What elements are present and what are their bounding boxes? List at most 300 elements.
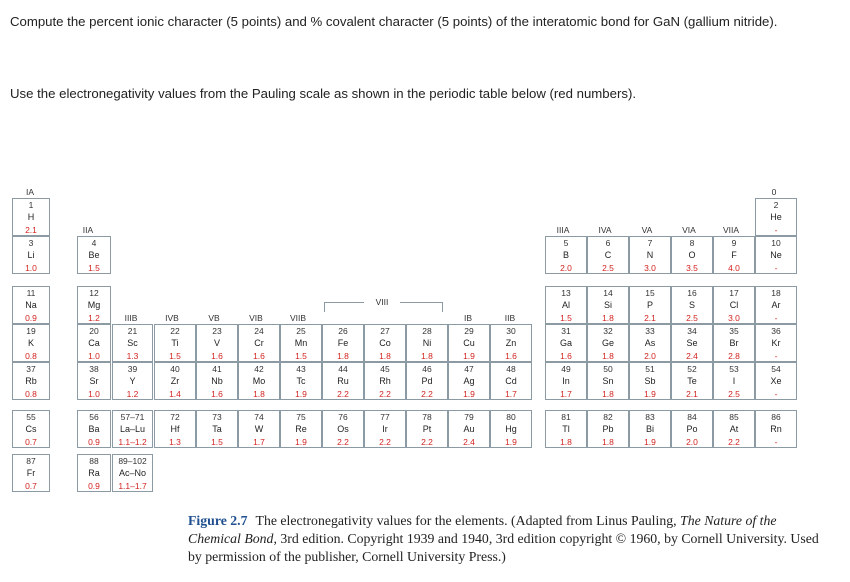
electronegativity-value: 0.9 — [88, 437, 100, 447]
element-symbol: Ba — [88, 424, 100, 434]
element-cell-ca — [77, 324, 111, 362]
atomic-number: 50 — [603, 364, 613, 374]
element-cell-rn — [755, 410, 797, 448]
element-cell-sb — [629, 362, 671, 400]
atomic-number: 2 — [773, 200, 779, 210]
element-cell-br — [713, 324, 755, 362]
electronegativity-value: 2.5 — [602, 263, 614, 273]
atomic-number: 55 — [26, 412, 36, 422]
electronegativity-value: 2.0 — [644, 351, 656, 361]
electronegativity-value: 0.9 — [88, 481, 100, 491]
electronegativity-value: 2.2 — [379, 389, 391, 399]
atomic-number: 4 — [91, 238, 97, 248]
group-label-0: 0 — [771, 187, 777, 197]
atomic-number: 28 — [422, 326, 432, 336]
caption-text-a: The electronegativity values for the elements. (Adapted from Linus Pauling, — [255, 513, 681, 528]
element-symbol: Ti — [171, 338, 179, 348]
electronegativity-value: - — [774, 437, 778, 447]
element-cell-re — [280, 410, 322, 448]
element-cell-co — [364, 324, 406, 362]
atomic-number: 51 — [645, 364, 655, 374]
element-symbol: At — [729, 424, 739, 434]
electronegativity-value: 2.0 — [560, 263, 572, 273]
electronegativity-value: 4.0 — [728, 263, 740, 273]
figure-caption — [188, 512, 828, 566]
element-symbol: Rn — [770, 424, 782, 434]
electronegativity-value: 1.0 — [88, 351, 100, 361]
element-cell-at — [713, 410, 755, 448]
atomic-number: 36 — [771, 326, 781, 336]
element-cell-ba — [77, 410, 111, 448]
atomic-number: 34 — [687, 326, 697, 336]
element-cell-rh — [364, 362, 406, 400]
element-symbol: Fr — [26, 468, 36, 478]
element-cell-ru — [322, 362, 364, 400]
electronegativity-value: 1.5 — [211, 437, 223, 447]
atomic-number: 11 — [26, 288, 36, 298]
element-symbol: O — [688, 250, 696, 260]
element-symbol: Ag — [463, 376, 475, 386]
element-symbol: As — [644, 338, 656, 348]
electronegativity-value: 1.5 — [88, 263, 100, 273]
atomic-number: 84 — [687, 412, 697, 422]
element-cell-c — [587, 236, 629, 274]
electronegativity-value: 0.8 — [25, 389, 37, 399]
atomic-number: 43 — [296, 364, 306, 374]
element-symbol: Ne — [770, 250, 782, 260]
element-symbol: Cl — [729, 300, 739, 310]
electronegativity-value: 1.9 — [463, 389, 475, 399]
electronegativity-value: - — [774, 389, 778, 399]
question-text-line2: Use the electronegativity values from the Pauling scale as shown in the periodic table below (red numbers). — [10, 86, 637, 101]
element-cell-bi — [629, 410, 671, 448]
element-cell-cd — [490, 362, 532, 400]
electronegativity-value: 0.7 — [25, 437, 37, 447]
element-symbol: Au — [463, 424, 475, 434]
electronegativity-value: 1.8 — [421, 351, 433, 361]
electronegativity-value: 1.8 — [602, 313, 614, 323]
element-cell-b — [545, 236, 587, 274]
element-cell-au — [448, 410, 490, 448]
element-symbol: C — [604, 250, 612, 260]
element-cell-ir — [364, 410, 406, 448]
element-symbol: Cd — [505, 376, 517, 386]
atomic-number: 15 — [645, 288, 655, 298]
electronegativity-value: 1.3 — [169, 437, 181, 447]
electronegativity-value: 1.8 — [379, 351, 391, 361]
atomic-number: 30 — [506, 326, 516, 336]
electronegativity-value: 1.5 — [169, 351, 181, 361]
element-symbol: Li — [27, 250, 35, 260]
electronegativity-value: 1.5 — [295, 351, 307, 361]
element-symbol: B — [562, 250, 569, 260]
group-label-vb: VB — [208, 313, 220, 323]
electronegativity-value: 1.7 — [253, 437, 265, 447]
element-symbol: Te — [687, 376, 697, 386]
element-symbol: Rh — [379, 376, 391, 386]
atomic-number: 29 — [464, 326, 474, 336]
element-symbol: P — [646, 300, 653, 310]
atomic-number: 19 — [26, 326, 36, 336]
element-cell-as — [629, 324, 671, 362]
atomic-number: 37 — [26, 364, 36, 374]
element-symbol: Al — [561, 300, 570, 310]
element-cell-ga — [545, 324, 587, 362]
element-cell-be — [77, 236, 111, 274]
element-symbol: Ni — [422, 338, 432, 348]
group-label-iiib: IIIB — [124, 313, 138, 323]
element-cell-ne — [755, 236, 797, 274]
element-cell-sr — [77, 362, 111, 400]
atomic-number: 38 — [89, 364, 99, 374]
electronegativity-value: 1.8 — [560, 437, 572, 447]
element-symbol: Os — [337, 424, 349, 434]
group-label-ivb: IVB — [165, 313, 179, 323]
electronegativity-value: 1.9 — [644, 437, 656, 447]
element-cell-y — [112, 362, 153, 400]
viii-bracket-left — [324, 302, 364, 303]
caption-book-title: The Nature of the Chemical Bond — [188, 513, 777, 546]
atomic-number: 52 — [687, 364, 697, 374]
element-cell-zr — [154, 362, 196, 400]
atomic-number: 31 — [561, 326, 571, 336]
atomic-number: 26 — [338, 326, 348, 336]
electronegativity-value: 1.6 — [560, 351, 572, 361]
atomic-number: 33 — [645, 326, 655, 336]
electronegativity-value: 1.7 — [505, 389, 517, 399]
atomic-number: 32 — [603, 326, 613, 336]
electronegativity-value: 1.6 — [211, 389, 223, 399]
element-cell-se — [671, 324, 713, 362]
electronegativity-value: 1.9 — [463, 351, 475, 361]
atomic-number: 46 — [422, 364, 432, 374]
element-symbol: Ir — [382, 424, 388, 434]
element-symbol: Ra — [88, 468, 100, 478]
element-symbol: F — [731, 250, 737, 260]
atomic-number: 45 — [380, 364, 390, 374]
viii-bracket-right — [400, 302, 442, 303]
electronegativity-value: 2.0 — [686, 437, 698, 447]
atomic-number: 27 — [380, 326, 390, 336]
element-symbol: Zn — [505, 338, 517, 348]
element-cell-fe — [322, 324, 364, 362]
electronegativity-value: 2.2 — [337, 389, 349, 399]
electronegativity-value: 1.6 — [505, 351, 517, 361]
atomic-number: 83 — [645, 412, 655, 422]
element-symbol: He — [770, 212, 782, 222]
element-cell-na — [12, 286, 50, 324]
atomic-number: 13 — [561, 288, 571, 298]
electronegativity-value: 3.0 — [728, 313, 740, 323]
element-symbol: Mn — [294, 338, 308, 348]
element-cell-te — [671, 362, 713, 400]
atomic-number: 89–102 — [118, 456, 147, 466]
electronegativity-value: 1.9 — [295, 437, 307, 447]
atomic-number: 22 — [170, 326, 180, 336]
atomic-number: 1 — [28, 200, 34, 210]
element-cell-cs — [12, 410, 50, 448]
element-symbol: Sc — [127, 338, 138, 348]
atomic-number: 18 — [771, 288, 781, 298]
caption-text-b: , 3rd edition. Copyright 1939 and 1940, 3rd edition copyright © 1960, by Cornell University. Used by permission of the publisher, Cornell University Press.) — [188, 531, 819, 564]
electronegativity-value: 1.9 — [644, 389, 656, 399]
electronegativity-value: 2.8 — [728, 351, 740, 361]
electronegativity-value: 1.1–1.2 — [118, 437, 147, 447]
question-text-line1: Compute the percent ionic character (5 points) and % covalent character (5 points) of the interatomic bond for GaN (gallium nitride). — [10, 14, 778, 29]
electronegativity-value: 2.2 — [379, 437, 391, 447]
element-symbol: Ge — [601, 338, 614, 348]
element-cell-nb — [196, 362, 238, 400]
element-cell-mn — [280, 324, 322, 362]
element-symbol: Hf — [170, 424, 180, 434]
atomic-number: 74 — [254, 412, 264, 422]
element-cell-ta — [196, 410, 238, 448]
element-symbol: Si — [603, 300, 612, 310]
group-label-viib: VIIB — [289, 313, 307, 323]
atomic-number: 44 — [338, 364, 348, 374]
atomic-number: 20 — [89, 326, 99, 336]
element-cell-hg — [490, 410, 532, 448]
element-symbol: In — [562, 376, 570, 386]
element-symbol: Sn — [602, 376, 614, 386]
electronegativity-value: 2.5 — [686, 313, 698, 323]
atomic-number: 41 — [212, 364, 222, 374]
element-cell-h — [12, 198, 50, 236]
atomic-number: 82 — [603, 412, 613, 422]
element-symbol: Y — [129, 376, 136, 386]
atomic-number: 76 — [338, 412, 348, 422]
electronegativity-value: 2.1 — [25, 225, 37, 235]
electronegativity-value: 3.5 — [686, 263, 698, 273]
atomic-number: 57–71 — [120, 412, 145, 422]
atomic-number: 80 — [506, 412, 516, 422]
electronegativity-value: 2.2 — [728, 437, 740, 447]
electronegativity-value: 1.5 — [560, 313, 572, 323]
atomic-number: 77 — [380, 412, 390, 422]
element-cell-cl — [713, 286, 755, 324]
element-cell-mo — [238, 362, 280, 400]
element-cell-pd — [406, 362, 448, 400]
element-cell-f — [713, 236, 755, 274]
element-cell-kr — [755, 324, 797, 362]
atomic-number: 7 — [647, 238, 653, 248]
group-label-iia: IIA — [82, 225, 94, 235]
element-cell-o — [671, 236, 713, 274]
element-cell-os — [322, 410, 364, 448]
atomic-number: 39 — [127, 364, 138, 374]
element-symbol: V — [213, 338, 220, 348]
element-symbol: Ru — [337, 376, 349, 386]
element-symbol: Na — [25, 300, 37, 310]
element-cell-mg — [77, 286, 111, 324]
electronegativity-value: 2.4 — [686, 351, 698, 361]
element-symbol: Hg — [505, 424, 517, 434]
electronegativity-value: - — [774, 263, 778, 273]
element-cell-sn — [587, 362, 629, 400]
electronegativity-value: 2.2 — [421, 389, 433, 399]
element-symbol: Cr — [254, 338, 264, 348]
element-cell-in — [545, 362, 587, 400]
atomic-number: 49 — [561, 364, 571, 374]
element-symbol: Sr — [89, 376, 99, 386]
electronegativity-value: 0.9 — [25, 313, 37, 323]
group-label-via: VIA — [682, 225, 696, 235]
atomic-number: 14 — [603, 288, 613, 298]
element-cell-zn — [490, 324, 532, 362]
element-cell-s — [671, 286, 713, 324]
element-symbol: Cu — [463, 338, 475, 348]
element-symbol: Be — [88, 250, 100, 260]
element-cell-ni — [406, 324, 448, 362]
viii-bracket-right-tick — [442, 302, 443, 312]
element-cell-tc — [280, 362, 322, 400]
element-symbol: Pt — [422, 424, 432, 434]
figure-label: Figure 2.7 — [188, 513, 248, 528]
atomic-number: 56 — [89, 412, 99, 422]
atomic-number: 86 — [771, 412, 781, 422]
element-cell-al — [545, 286, 587, 324]
element-symbol: Se — [686, 338, 698, 348]
electronegativity-value: 1.9 — [505, 437, 517, 447]
group-label-va: VA — [641, 225, 653, 235]
element-cell-he — [755, 198, 797, 236]
electronegativity-value: 2.2 — [337, 437, 349, 447]
element-cell-p — [629, 286, 671, 324]
electronegativity-value: 1.8 — [253, 389, 265, 399]
element-cell-w — [238, 410, 280, 448]
element-symbol: Ta — [212, 424, 222, 434]
element-symbol: Xe — [770, 376, 782, 386]
group-label-viia: VIIA — [722, 225, 740, 235]
element-symbol: Bi — [645, 424, 654, 434]
element-cell-v — [196, 324, 238, 362]
element-cell-sc — [112, 324, 153, 362]
element-cell-i — [713, 362, 755, 400]
atomic-number: 23 — [212, 326, 222, 336]
element-symbol: S — [688, 300, 695, 310]
element-symbol: La–Lu — [119, 424, 146, 434]
atomic-number: 5 — [563, 238, 569, 248]
element-cell-k — [12, 324, 50, 362]
element-symbol: Rb — [25, 376, 37, 386]
electronegativity-value: 1.6 — [211, 351, 223, 361]
element-cell-cr — [238, 324, 280, 362]
electronegativity-value: 1.8 — [602, 389, 614, 399]
atomic-number: 25 — [296, 326, 306, 336]
electronegativity-value: 1.8 — [602, 437, 614, 447]
element-symbol: Mo — [252, 376, 266, 386]
atomic-number: 17 — [729, 288, 739, 298]
element-symbol: H — [27, 212, 35, 222]
element-cell-ar — [755, 286, 797, 324]
atomic-number: 81 — [561, 412, 571, 422]
element-symbol: Mg — [87, 300, 101, 310]
element-symbol: Tl — [562, 424, 570, 434]
element-symbol: Ar — [771, 300, 781, 310]
atomic-number: 47 — [464, 364, 474, 374]
element-symbol: Ga — [559, 338, 572, 348]
atomic-number: 12 — [89, 288, 99, 298]
element-symbol: Pd — [421, 376, 433, 386]
group-label-iib: IIB — [504, 313, 516, 323]
element-cell-ag — [448, 362, 490, 400]
group-label-ib: IB — [463, 313, 473, 323]
atomic-number: 3 — [28, 238, 34, 248]
atomic-number: 40 — [170, 364, 180, 374]
electronegativity-value: 2.1 — [686, 389, 698, 399]
element-symbol: W — [254, 424, 264, 434]
atomic-number: 16 — [687, 288, 697, 298]
electronegativity-value: 1.0 — [88, 389, 100, 399]
element-cell-tl — [545, 410, 587, 448]
element-cell-si — [587, 286, 629, 324]
electronegativity-value: - — [774, 351, 778, 361]
electronegativity-value: 1.2 — [88, 313, 100, 323]
element-cell-rb — [12, 362, 50, 400]
element-cell-fr — [12, 454, 50, 492]
electronegativity-value: 1.8 — [337, 351, 349, 361]
electronegativity-value: - — [774, 225, 778, 235]
atomic-number: 35 — [729, 326, 739, 336]
electronegativity-value: 3.0 — [644, 263, 656, 273]
electronegativity-value: 2.2 — [421, 437, 433, 447]
element-symbol: K — [27, 338, 34, 348]
electronegativity-value: 2.5 — [728, 389, 740, 399]
element-cell-cu — [448, 324, 490, 362]
group-label-ia: IA — [25, 187, 35, 197]
element-cell-acno — [112, 454, 153, 492]
atomic-number: 21 — [127, 326, 138, 336]
element-cell-ra — [77, 454, 111, 492]
electronegativity-value: 0.8 — [25, 351, 37, 361]
group-label-viii: VIII — [375, 297, 389, 307]
atomic-number: 85 — [729, 412, 739, 422]
element-symbol: Ca — [88, 338, 100, 348]
electronegativity-value: 1.2 — [126, 389, 139, 399]
atomic-number: 54 — [771, 364, 781, 374]
atomic-number: 10 — [771, 238, 781, 248]
electronegativity-value: 2.1 — [644, 313, 656, 323]
group-label-iva: IVA — [598, 225, 612, 235]
electronegativity-value: - — [774, 313, 778, 323]
element-symbol: N — [646, 250, 654, 260]
element-cell-pb — [587, 410, 629, 448]
atomic-number: 87 — [26, 456, 36, 466]
atomic-number: 24 — [254, 326, 264, 336]
atomic-number: 9 — [731, 238, 737, 248]
element-cell-ge — [587, 324, 629, 362]
electronegativity-value: 1.9 — [295, 389, 307, 399]
electronegativity-value: 1.1–1.7 — [118, 481, 147, 491]
element-cell-xe — [755, 362, 797, 400]
atomic-number: 79 — [464, 412, 474, 422]
atomic-number: 42 — [254, 364, 264, 374]
atomic-number: 48 — [506, 364, 516, 374]
electronegativity-value: 1.6 — [253, 351, 265, 361]
element-cell-n — [629, 236, 671, 274]
electronegativity-value: 1.8 — [602, 351, 614, 361]
element-symbol: Zr — [170, 376, 180, 386]
element-symbol: Cs — [25, 424, 37, 434]
element-symbol: Tc — [296, 376, 306, 386]
atomic-number: 73 — [212, 412, 222, 422]
element-cell-hf — [154, 410, 196, 448]
electronegativity-value: 1.7 — [560, 389, 572, 399]
element-cell-pt — [406, 410, 448, 448]
element-cell-po — [671, 410, 713, 448]
atomic-number: 6 — [605, 238, 611, 248]
electronegativity-value: 1.4 — [169, 389, 181, 399]
